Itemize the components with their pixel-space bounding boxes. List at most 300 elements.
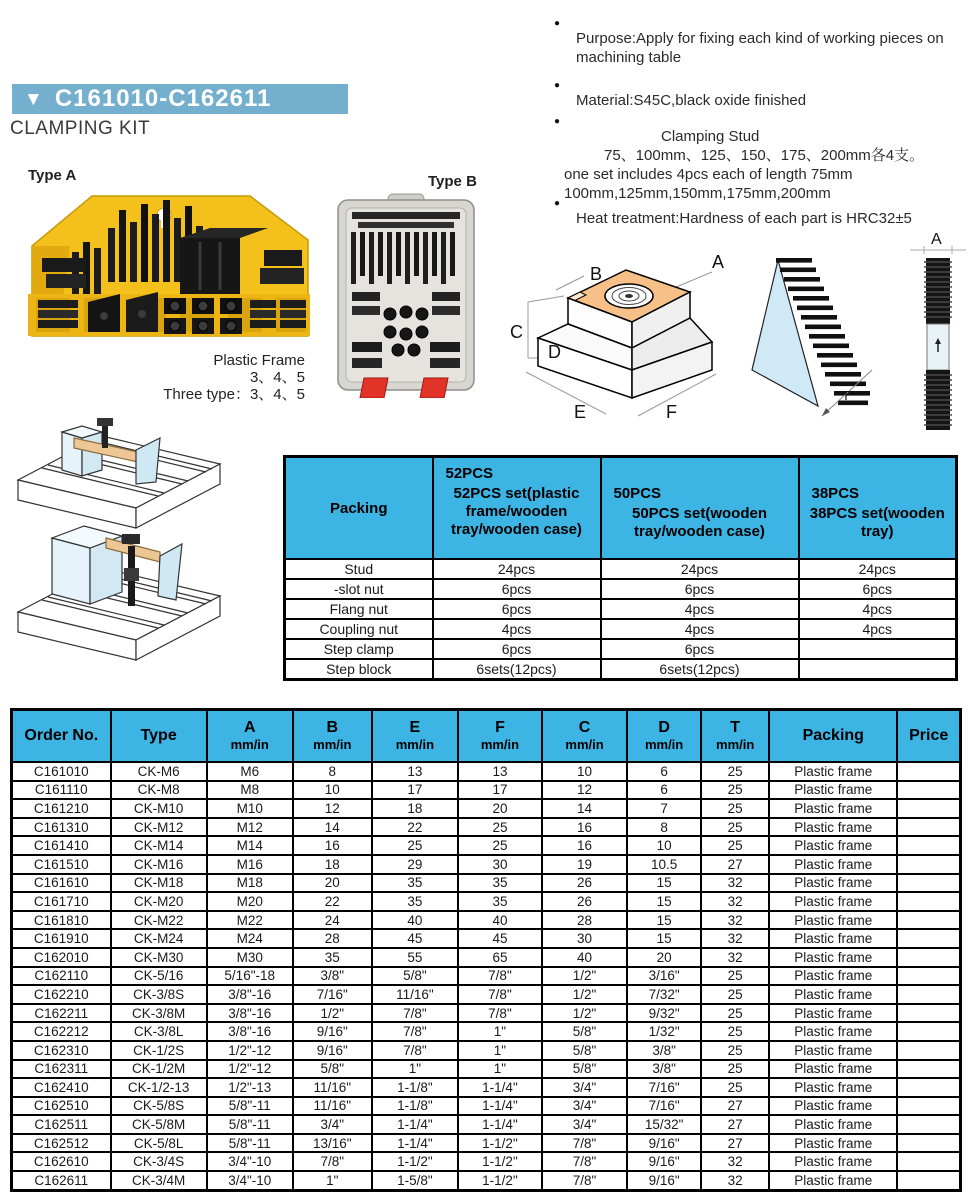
table-cell: 3/4"-10 (207, 1171, 293, 1190)
table-cell: 7/32" (627, 985, 701, 1004)
table-cell: 9/16" (293, 1041, 372, 1060)
dim-label-c: C (510, 322, 523, 342)
table-cell: 15 (627, 874, 701, 893)
table-cell: 15 (627, 911, 701, 930)
table-cell: 1/2" (542, 967, 627, 986)
dim-label-a: A (712, 252, 725, 272)
table-cell: CK-M8 (111, 781, 207, 800)
table-cell: CK-M18 (111, 874, 207, 893)
table-cell: M6 (207, 762, 293, 781)
dimensions-table-body (12, 762, 961, 1190)
table-cell: Plastic frame (769, 818, 897, 837)
table-cell: 15 (627, 929, 701, 948)
col-header-type: Type (111, 710, 207, 763)
table-cell: 1" (458, 1060, 542, 1079)
table-cell: 9/32" (627, 1004, 701, 1023)
table-cell: 18 (293, 855, 372, 874)
table-cell: Plastic frame (769, 1134, 897, 1153)
dim-label-e: E (574, 402, 587, 422)
packing-col-subtitle: 50PCS set(wooden tray/wooden case) (631, 505, 768, 540)
table-cell: C161310 (12, 818, 111, 837)
table-cell: CK-5/8S (111, 1097, 207, 1116)
feature-list (548, 10, 972, 242)
feature-material (548, 80, 968, 110)
table-cell: 35 (293, 948, 372, 967)
frame-caption-line2: 3、4、5 (249, 369, 305, 386)
table-row (12, 929, 961, 948)
table-cell: 10 (627, 836, 701, 855)
table-row (12, 985, 961, 1004)
table-cell: 7/8" (293, 1152, 372, 1171)
feature-heat-text: Heat treatment:Hardness of each part is HRC32±5 (576, 210, 912, 227)
table-row (12, 948, 961, 967)
table-cell: C162310 (12, 1041, 111, 1060)
table-cell: 35 (372, 874, 458, 893)
table-row (285, 579, 957, 599)
col-header-t: T mm/in (701, 710, 769, 763)
table-cell: 25 (701, 1078, 769, 1097)
table-cell: 13/16" (293, 1134, 372, 1153)
table-row (12, 967, 961, 986)
table-cell: 25 (701, 836, 769, 855)
table-cell (897, 929, 960, 948)
table-cell: 26 (542, 874, 627, 893)
table-cell: 6pcs (433, 599, 601, 619)
table-cell: 1" (293, 1171, 372, 1190)
stud-line2: one set includes 4pcs each of length 75mm (564, 166, 853, 183)
table-cell: 3/4" (293, 1115, 372, 1134)
table-cell: CK-1/2M (111, 1060, 207, 1079)
table-cell: 1-1/4" (458, 1078, 542, 1097)
dim-label-d: D (548, 342, 561, 362)
table-cell: C162610 (12, 1152, 111, 1171)
table-cell: M22 (207, 911, 293, 930)
order-code-range: C161010-C162611 (54, 85, 272, 112)
table-cell (897, 762, 960, 781)
table-cell: 5/8" (542, 1022, 627, 1041)
table-cell: 1-1/8" (372, 1078, 458, 1097)
table-cell: 6pcs (601, 579, 799, 599)
table-cell: Plastic frame (769, 948, 897, 967)
table-cell (897, 967, 960, 986)
col-header-f: F mm/in (458, 710, 542, 763)
stud-diagram (906, 228, 970, 436)
table-cell: 10.5 (627, 855, 701, 874)
table-cell: 11/16" (293, 1078, 372, 1097)
col-header-packing: Packing (769, 710, 897, 763)
table-cell: 32 (701, 892, 769, 911)
table-cell (897, 985, 960, 1004)
dimensions-header-row (12, 710, 961, 763)
table-cell: 45 (458, 929, 542, 948)
table-cell: 32 (701, 929, 769, 948)
table-row (12, 1004, 961, 1023)
table-cell: CK-3/8M (111, 1004, 207, 1023)
table-cell (897, 799, 960, 818)
table-cell: CK-M24 (111, 929, 207, 948)
bullet-icon: ● (554, 18, 561, 29)
table-cell: 7/8" (458, 1004, 542, 1023)
table-cell: CK-M14 (111, 836, 207, 855)
table-cell: 1-1/4" (372, 1115, 458, 1134)
table-row (12, 1078, 961, 1097)
table-cell: 14 (293, 818, 372, 837)
packing-summary-table (283, 455, 958, 681)
table-cell: 32 (701, 948, 769, 967)
table-cell: Stud (285, 559, 433, 579)
table-cell: 27 (701, 855, 769, 874)
table-cell: 55 (372, 948, 458, 967)
table-cell: CK-5/16 (111, 967, 207, 986)
col-header-e: E mm/in (372, 710, 458, 763)
table-cell: 7/8" (542, 1134, 627, 1153)
table-cell: 12 (293, 799, 372, 818)
table-cell: 25 (701, 1060, 769, 1079)
table-cell: C162211 (12, 1004, 111, 1023)
table-cell (897, 818, 960, 837)
table-cell: C161810 (12, 911, 111, 930)
table-cell: 6pcs (433, 639, 601, 659)
table-cell (897, 1115, 960, 1134)
table-cell: 9/16" (627, 1134, 701, 1153)
table-cell: 6 (627, 781, 701, 800)
table-row (285, 659, 957, 680)
table-cell: 25 (701, 762, 769, 781)
stud-line3: 100mm,125mm,150mm,175mm,200mm (564, 185, 831, 202)
table-cell: Plastic frame (769, 874, 897, 893)
table-cell: M8 (207, 781, 293, 800)
table-cell: Plastic frame (769, 929, 897, 948)
table-cell (897, 781, 960, 800)
table-cell: Plastic frame (769, 1171, 897, 1190)
table-cell: 13 (458, 762, 542, 781)
bullet-icon: ● (554, 80, 561, 91)
table-cell: 22 (372, 818, 458, 837)
table-cell: C162110 (12, 967, 111, 986)
table-cell: 10 (293, 781, 372, 800)
table-cell: CK-M20 (111, 892, 207, 911)
col-header-d: D mm/in (627, 710, 701, 763)
table-cell (897, 892, 960, 911)
table-cell: 6sets(12pcs) (601, 659, 799, 680)
packing-col-subtitle: 52PCS set(plastic frame/wooden tray/wooden case) (451, 485, 582, 538)
table-cell: 16 (542, 818, 627, 837)
table-cell: CK-M6 (111, 762, 207, 781)
table-cell: 14 (542, 799, 627, 818)
table-cell: Plastic frame (769, 781, 897, 800)
stud-title: Clamping Stud (661, 128, 760, 145)
table-cell: 8 (627, 818, 701, 837)
dimensions-table (10, 708, 962, 1192)
table-cell: 25 (701, 985, 769, 1004)
table-cell: Plastic frame (769, 1097, 897, 1116)
table-row (12, 911, 961, 930)
table-cell: 3/8"-16 (207, 1004, 293, 1023)
table-cell: 3/8"-16 (207, 1022, 293, 1041)
table-cell: Plastic frame (769, 1152, 897, 1171)
table-cell (897, 948, 960, 967)
table-cell: 9/16" (627, 1171, 701, 1190)
table-cell: 27 (701, 1134, 769, 1153)
table-cell: 25 (701, 781, 769, 800)
table-cell: 32 (701, 1152, 769, 1171)
table-cell: 5/8"-11 (207, 1134, 293, 1153)
col-header-a: A mm/in (207, 710, 293, 763)
table-cell (897, 836, 960, 855)
table-cell: Plastic frame (769, 1115, 897, 1134)
table-cell: 7/8" (542, 1171, 627, 1190)
table-cell (897, 1134, 960, 1153)
table-row (285, 559, 957, 579)
packing-corner-header: Packing (285, 457, 433, 560)
table-cell: 1/2" (542, 1004, 627, 1023)
table-row (12, 1041, 961, 1060)
col-header-c: C mm/in (542, 710, 627, 763)
table-cell: 20 (293, 874, 372, 893)
table-row (12, 818, 961, 837)
table-cell: 16 (293, 836, 372, 855)
table-cell: 1/2"-13 (207, 1078, 293, 1097)
table-cell: Plastic frame (769, 762, 897, 781)
table-row (12, 1152, 961, 1171)
table-cell: 24pcs (433, 559, 601, 579)
table-cell: Plastic frame (769, 1022, 897, 1041)
table-cell: C161510 (12, 855, 111, 874)
table-cell: 1-1/4" (458, 1097, 542, 1116)
table-cell: 28 (542, 911, 627, 930)
table-cell: 7/8" (372, 1041, 458, 1060)
table-cell: 3/4" (542, 1097, 627, 1116)
table-row (12, 781, 961, 800)
table-cell (897, 1171, 960, 1190)
table-cell: Plastic frame (769, 1060, 897, 1079)
table-row (12, 1115, 961, 1134)
table-cell: 25 (701, 799, 769, 818)
table-cell: 20 (458, 799, 542, 818)
table-cell: CK-M22 (111, 911, 207, 930)
table-cell: 25 (372, 836, 458, 855)
table-cell: 24 (293, 911, 372, 930)
table-cell (799, 639, 957, 659)
table-cell: 7/16" (627, 1078, 701, 1097)
table-row (12, 762, 961, 781)
table-cell (897, 1078, 960, 1097)
table-cell: 4pcs (601, 599, 799, 619)
packing-col-38pcs (799, 457, 957, 560)
dim-label-t: T (842, 388, 850, 403)
table-cell: 25 (701, 1022, 769, 1041)
table-cell: 1-1/4" (458, 1115, 542, 1134)
table-cell: 7/8" (372, 1004, 458, 1023)
feature-purpose (548, 18, 968, 67)
table-cell: 6pcs (433, 579, 601, 599)
table-cell: 1" (372, 1060, 458, 1079)
table-cell: 4pcs (433, 619, 601, 639)
table-cell: 1-1/2" (458, 1134, 542, 1153)
table-cell: M30 (207, 948, 293, 967)
table-cell: 32 (701, 874, 769, 893)
table-row (12, 1134, 961, 1153)
table-cell: 25 (701, 1004, 769, 1023)
table-cell: CK-3/8L (111, 1022, 207, 1041)
table-cell (897, 1041, 960, 1060)
table-cell: 1-1/2" (458, 1171, 542, 1190)
table-cell: CK-3/4S (111, 1152, 207, 1171)
table-cell: C162510 (12, 1097, 111, 1116)
page-title: CLAMPING KIT (10, 118, 151, 139)
table-cell: CK-3/4M (111, 1171, 207, 1190)
frame-caption-line3: Three type：3、4、5 (163, 386, 305, 403)
type-a-label: Type A (28, 167, 77, 184)
table-cell: 19 (542, 855, 627, 874)
table-cell: 18 (372, 799, 458, 818)
table-row (12, 1171, 961, 1190)
table-cell: 1/2"-12 (207, 1060, 293, 1079)
table-cell: C161610 (12, 874, 111, 893)
feature-heat-treatment (548, 198, 968, 228)
dim-label-stud-a: A (931, 231, 942, 248)
table-cell: 22 (293, 892, 372, 911)
table-cell: 25 (701, 818, 769, 837)
table-row (285, 619, 957, 639)
feature-purpose-text: Purpose:Apply for fixing each kind of working pieces on machining table (576, 30, 944, 66)
packing-col-subtitle: 38PCS set(wooden tray) (809, 505, 945, 540)
col-header-price: Price (897, 710, 960, 763)
table-cell: 5/8" (542, 1060, 627, 1079)
col-header-order-no: Order No. (12, 710, 111, 763)
table-cell: 6 (627, 762, 701, 781)
table-cell: 11/16" (293, 1097, 372, 1116)
table-cell: 7/8" (372, 1022, 458, 1041)
packing-col-title: 38PCS (811, 485, 860, 502)
table-cell: 3/8"-16 (207, 985, 293, 1004)
table-cell: 6sets(12pcs) (433, 659, 601, 680)
table-cell: C162512 (12, 1134, 111, 1153)
table-cell: 10 (542, 762, 627, 781)
feature-clamping-stud (548, 116, 968, 203)
table-cell: 4pcs (601, 619, 799, 639)
table-cell: 32 (701, 1171, 769, 1190)
table-cell: 3/8" (293, 967, 372, 986)
table-cell: C162010 (12, 948, 111, 967)
table-cell: 65 (458, 948, 542, 967)
table-cell: 16 (542, 836, 627, 855)
table-cell: 4pcs (799, 599, 957, 619)
table-cell (897, 1004, 960, 1023)
table-cell: CK-5/8M (111, 1115, 207, 1134)
type-a-kit-image (12, 182, 322, 352)
table-cell: 25 (458, 836, 542, 855)
table-cell: C161110 (12, 781, 111, 800)
table-row (12, 892, 961, 911)
packing-summary-section (283, 455, 958, 681)
frame-caption-line1: Plastic Frame (213, 352, 305, 369)
table-row (12, 874, 961, 893)
table-cell: 6pcs (799, 579, 957, 599)
table-cell: CK-M30 (111, 948, 207, 967)
table-cell: CK-3/8S (111, 985, 207, 1004)
table-cell: 20 (627, 948, 701, 967)
table-cell: 15/32" (627, 1115, 701, 1134)
table-cell: 3/8" (627, 1060, 701, 1079)
packing-col-50pcs (601, 457, 799, 560)
table-cell (897, 855, 960, 874)
type-b-case-image (336, 192, 476, 398)
table-cell: 7/16" (627, 1097, 701, 1116)
table-cell: 32 (701, 911, 769, 930)
table-cell: 1/32" (627, 1022, 701, 1041)
table-cell: Plastic frame (769, 967, 897, 986)
table-cell: 5/16"-18 (207, 967, 293, 986)
table-cell: 7/8" (458, 967, 542, 986)
table-cell: 1-1/4" (372, 1134, 458, 1153)
table-cell: Plastic frame (769, 1041, 897, 1060)
table-cell: M18 (207, 874, 293, 893)
table-cell: 25 (458, 818, 542, 837)
table-cell: 13 (372, 762, 458, 781)
table-cell: 17 (458, 781, 542, 800)
table-cell: 1/2" (542, 985, 627, 1004)
table-cell: Plastic frame (769, 799, 897, 818)
table-cell: CK-M12 (111, 818, 207, 837)
feature-stud-text (564, 116, 968, 203)
table-cell: C162611 (12, 1171, 111, 1190)
table-cell: 1" (458, 1022, 542, 1041)
table-cell: 1-5/8" (372, 1171, 458, 1190)
table-cell: 40 (458, 911, 542, 930)
table-cell: C161410 (12, 836, 111, 855)
table-cell: 40 (542, 948, 627, 967)
table-cell: 5/8" (542, 1041, 627, 1060)
table-cell (897, 1152, 960, 1171)
type-b-label: Type B (428, 173, 477, 190)
table-cell: 11/16" (372, 985, 458, 1004)
step-block-diagram (744, 250, 884, 422)
table-cell: Step clamp (285, 639, 433, 659)
table-cell: M24 (207, 929, 293, 948)
t-nut-diagram (498, 246, 738, 426)
table-cell: 25 (701, 967, 769, 986)
table-cell: 3/16" (627, 967, 701, 986)
table-cell: 12 (542, 781, 627, 800)
table-cell: 9/16" (627, 1152, 701, 1171)
table-cell: CK-1/2-13 (111, 1078, 207, 1097)
table-cell (897, 1060, 960, 1079)
table-row (12, 1022, 961, 1041)
table-cell: 1/2"-12 (207, 1041, 293, 1060)
table-cell: 3/4"-10 (207, 1152, 293, 1171)
table-cell: C162311 (12, 1060, 111, 1079)
table-row (12, 1097, 961, 1116)
table-cell: 5/8" (372, 967, 458, 986)
application-diagrams (10, 396, 235, 664)
table-cell: 1" (458, 1041, 542, 1060)
table-cell: 3/4" (542, 1078, 627, 1097)
table-cell: CK-M16 (111, 855, 207, 874)
table-cell: 45 (372, 929, 458, 948)
table-cell: C161210 (12, 799, 111, 818)
table-cell: C162210 (12, 985, 111, 1004)
packing-col-52pcs (433, 457, 601, 560)
table-cell: 35 (372, 892, 458, 911)
triangle-down-icon: ▼ (24, 88, 43, 110)
table-cell: 27 (701, 1097, 769, 1116)
table-cell: 1-1/8" (372, 1097, 458, 1116)
stud-line1: 75、100mm、125、150、175、200mm各4支。 (604, 147, 925, 164)
table-cell: 24pcs (601, 559, 799, 579)
table-cell: M12 (207, 818, 293, 837)
table-cell: 30 (542, 929, 627, 948)
